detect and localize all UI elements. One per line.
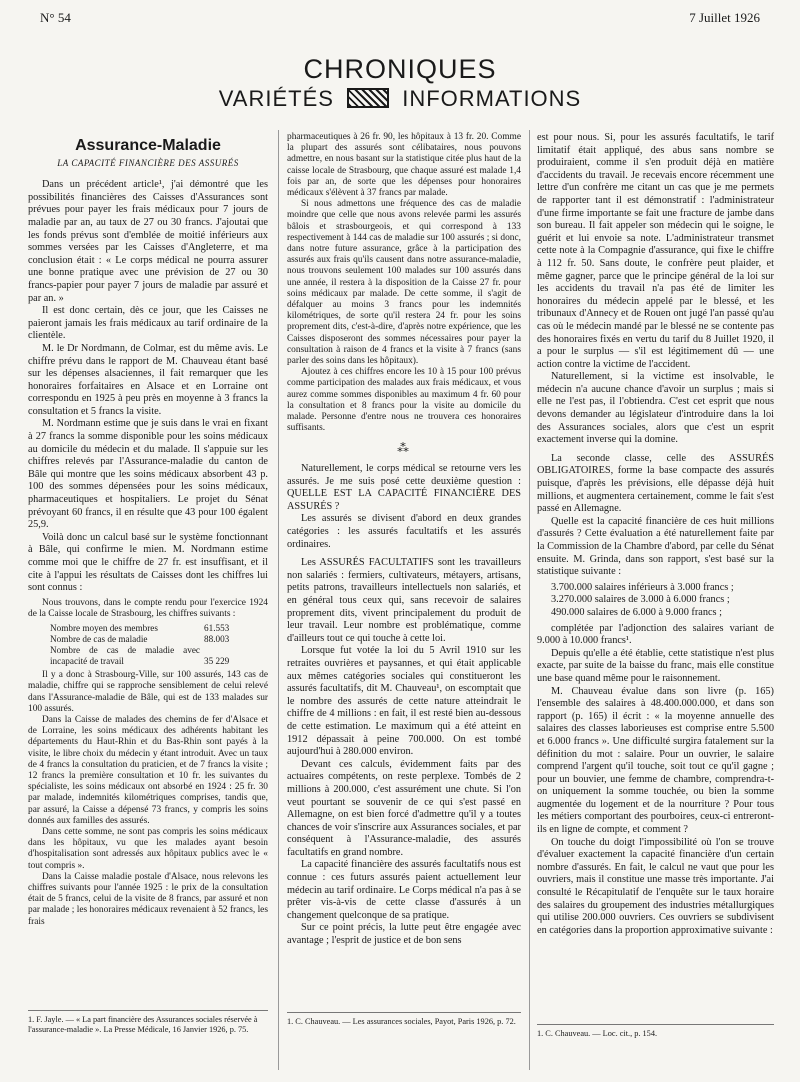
paragraph: Il est donc certain, dès ce jour, que les Caisses ne paieront jamais les frais médicaux au tarif ordinaire de la clientèle. xyxy=(28,305,268,342)
paragraph: pharmaceutiques à 26 fr. 90, les hôpitaux à 13 fr. 20. Comme la plupart des assurés sont célibataires, nous pouvons admettre, en nous basant sur la statistique citée plus haut de la caisse locale de Strasbourg, que chaque assuré est malade 1,4 fois par an, de sorte que les dépenses pour honoraires médicaux s'élèvent à 37 francs par malade. xyxy=(287,132,521,199)
table-cell: 88.003 xyxy=(204,634,230,645)
paragraph: M. le Dr Nordmann, de Colmar, est du même avis. Le chiffre prévu dans le rapport de M. Chauveau étant basé sur les dépenses alsaciennes, il fait remarquer que les honoraires forfaitaires en Alsace et en Lorraine ont correspondu en 1925 à peu près en moyenne à 3 francs la consultation et 5 francs la visite. xyxy=(28,342,268,417)
masthead-subtitle xyxy=(0,86,800,112)
list-item: 490.000 salaires de 6.000 à 9.000 francs ; xyxy=(551,606,722,618)
column-rule xyxy=(529,130,530,1070)
paragraph: Voilà donc un calcul basé sur le système fonctionnant à Bâle, qui confirme le mien. M. Nordmann estime comme moi que le chiffre de 27 fr. est insuffisant, et il cite à l'appui les résultats de Caisses dont les chiffres lui sont connus : xyxy=(28,531,268,594)
paragraph: Dans la Caisse de malades des chemins de fer d'Alsace et de Lorraine, les soins médicaux des adhérents habitant les départements du Haut-Rhin et du Bas-Rhin sont payés à la visite, le libre choix du médecin y étant introduit. Avec un taux de 4 francs la consultation du praticien, et de 7 francs la visite ; 12 francs la première consultation et 10 fr. les suivantes du spécialiste, les soins médicaux ont absorbé en 1924 : 25 fr. 30 par malade, indemnités kilométriques comprises, tandis que, par assuré, la Caisse a dépensé 73 francs, y compris les soins donnés aux familles des assurés. xyxy=(28,715,268,826)
paragraph: La capacité financière des assurés facultatifs nous est connue : ces futurs assurés paient actuellement leur médecin au tarif ordinaire. Le Corps médical n'a pas à se prêter vis-à-vis de cette classe d'assurés à un changement quelconque de sa pratique. xyxy=(287,859,521,921)
masthead xyxy=(0,54,800,112)
article-title: Assurance-Maladie xyxy=(75,137,221,154)
paragraph: Ajoutez à ces chiffres encore les 10 à 15 pour 100 prévus comme participation des malades aux frais médicaux, et vous aurez comme sommes disponibles au maximum 4 fr. 60 pour la consultation et 8 francs pour la visite au domicile du malade. Personne d'entre nous ne trouvera ces honoraires suffisants. xyxy=(287,367,521,434)
masthead-varietes: VARIÉTÉS xyxy=(218,86,334,111)
paragraph: Naturellement, le corps médical se retourne vers les assurés. Je me suis posé cette deuxième question : QUELLE EST LA CAPACITÉ FINANCIÈRE DES ASSURÉS ? xyxy=(287,463,521,512)
list-item: 3.270.000 salaires de 3.000 à 6.000 francs ; xyxy=(551,594,730,606)
issue-date: 7 Juillet 1926 xyxy=(689,10,760,25)
paragraph: Si nous admettons une fréquence des cas de maladie moindre que celle que nous avons relevée parmi les assurés bâlois et strasbourgeois, et qui correspond à 133 respectivement à 144 cas de maladie sur 100 assurés ; si donc, dans notre future assurance, grâce à la participation des assurés aux frais qu'ils causent dans notre assurance-maladie, nous trouvons seulement 100 malades sur 100 assurés dans une année, il restera à la disposition de la Caisse 27 fr. pour soins médicaux par malade. De cette somme, il s'agit de défalquer au moins 3 francs pour les indemnités kilométriques, de sorte qu'il restera 24 fr. pour les soins proprement dits, c'est-à-dire, d'après notre expérience, que les Caisses disposeront des sommes nécessaires pour payer la consultation à raison de 4 francs et la visite à 7 francs (sans parler des soins dans les hôpitaux). xyxy=(287,199,521,367)
table-row xyxy=(48,634,231,645)
salary-list xyxy=(551,582,774,620)
paragraph: Depuis qu'elle a été établie, cette statistique n'est plus exacte, par suite de la baisse du franc, mais elle constitue une base quand même pour le raisonnement. xyxy=(537,647,774,684)
paragraph: est pour nous. Si, pour les assurés facultatifs, le tarif limitatif était appliqué, des abus sans nombre se produiraient, comme il s'en produit déjà en matière d'accidents du travail. Je recevais encore récemment une lettre d'un confrère me citant un cas que je me permets de rapporter tant il est démonstratif : l'administrateur d'une firme importante se fait une fracture de jambe dans son bureau. Il fait appeler son médecin qui le soigne, le guérit et lui envoie sa note. L'administrateur transmet cette note à la Compagnie d'assurance, qui fixe le chiffre à 112 fr. 50. Sans doute, le confrère peut plaider, et même gagner, parce que le principe général de la loi sur les accidents du travail n'a pas été de limiter les honoraires du médecin appelé par le blessé, et les tribunaux d'Annecy et de Rouen ont jugé l'an passé qu'au cas où le médecin mandé par le blessé ne se contente pas des honoraires fixés en vertu du tarif du 8 Juillet 1920, il a pour le surplus — s'il est légitimement dû — une action contre la victime de l'accident. xyxy=(537,132,774,370)
footnote: 1. F. Jayle. — « La part financière des Assurances sociales réservée à l'assurance-maladie ». La Presse Médicale, 16 Janvier 1926, p. 75. xyxy=(28,1010,268,1035)
article-subtitle: LA CAPACITÉ FINANCIÈRE DES ASSURÉS xyxy=(57,157,239,168)
paragraph: Dans un précédent article¹, j'ai démontré que les possibilités financières des Caisses d'Assurances sont prévues pour payer les frais médicaux pour 7 jours de maladie par an, au taux de 27 ou 30 francs. J'ajoutai que les fonds prévus sont d'emblée de moitié inférieurs aux sommes versées par les Caisses d'Angleterre, et ma conclusion était : « Le corps médical ne pourra assurer une bonne pratique avec une prévision de 27 ou 30 francs-papier pour payer 7 jours de maladie par assuré et par an. » xyxy=(28,179,268,304)
table-cell: 35 229 xyxy=(204,656,230,667)
stats-table xyxy=(48,623,231,667)
table-cell: Nombre de cas de maladie avec incapacité de travail xyxy=(50,645,200,667)
section-separator: ⁂ xyxy=(397,441,411,456)
masthead-informations: INFORMATIONS xyxy=(402,86,582,111)
paragraph: Devant ces calculs, évidemment faits par des actuaires compétents, on reste perplexe. Tombés de 2 millions à 200.000, c'est assurément une chute. Si l'on veut pourtant se souvenir de ce qui s'est passé en Allemagne, on est bien forcé d'admettre qu'il y a toutes chances de voir s'inscrire aux Assurances sociales, et par conséquent à l'Assurance-maladie, des assurés facultatifs en grand nombre. xyxy=(287,758,521,858)
paragraph: Les ASSURÉS FACULTATIFS sont les travailleurs non salariés : fermiers, cultivateurs, métayers, artisans, petits patrons, travailleurs intellectuels non salariés, et en général tous ceux qui, sans recevoir de salaires proprement dits, vivent principalement du produit de leur travail. Leur nombre est problématique, comme d'ailleurs tout ce qui touche à cette loi. xyxy=(287,557,521,644)
masthead-title: CHRONIQUES xyxy=(303,54,497,84)
paragraph: Lorsque fut votée la loi du 5 Avril 1910 sur les retraites ouvrières et paysannes, et qui était applicable aux mêmes catégories sociales qui constitueront les assurés facultatifs, dit M. Chauveau¹, on escomptait que le nombre des assurés de cette nature atteindrait le chiffre de 4 millions : en fait, il est resté bien au-dessous de cette estimation. Le maximum qui a été atteint en 1912 dépassait à peine 700.000. On est tombé aujourd'hui à 280.000 environ. xyxy=(287,645,521,758)
paragraph: M. Nordmann estime que je suis dans le vrai en fixant à 27 francs la somme disponible pour les soins médicaux au domicile du médecin et du malade. Il s'appuie sur les chiffres relevés par l'Assurance-maladie du canton de Bâle qui montre que les soins médicaux absorbent 43 p. 100 des sommes dépensées pour les soins médicaux, pharmaceutiques et hospitaliers. Le projet du Sénat prévoyant 60 francs, il en résulte que 43 pour 100 égalent 25,9. xyxy=(28,418,268,531)
paragraph: Il y a donc à Strasbourg-Ville, sur 100 assurés, 143 cas de maladie, chiffre qui se rapproche sensiblement de celui relevé dans l'Assurance-maladie de Bâle, qui est de 133 malades sur 100 assurés. xyxy=(28,670,268,714)
paragraph: On touche du doigt l'impossibilité où l'on se trouve d'évaluer exactement la capacité financière d'un certain nombre d'assurés. En fait, le calcul ne vaut que pour les ouvriers, mais il constitue une masse très importante. J'ai consulté le Récapitulatif de l'enquête sur le taux horaire des salaires du groupement des industries métallurgiques qui utilise 200.000 ouvriers. Ces ouvriers se subdivisent en catégories dans la proportion approximative suivante : xyxy=(537,836,774,936)
table-row xyxy=(48,645,231,667)
paragraph: Sur ce point précis, la lutte peut être engagée avec avantage ; l'esprit de justice et de bon sens xyxy=(287,922,521,947)
paragraph: Quelle est la capacité financière de ces huit millions d'assurés ? Cette évaluation a été naturellement faite par la Commission de la Chambre d'abord, par celle du Sénat ensuite. M. Grinda, dans son rapport, s'est basé sur la statistique suivante : xyxy=(537,515,774,578)
table-cell: 61.553 xyxy=(204,623,230,634)
column-2 xyxy=(287,132,521,948)
paragraph: La seconde classe, celle des ASSURÉS OBLIGATOIRES, forme la base compacte des assurés puisque, d'après les prévisions, elle dépasse déjà huit millions, et augmentera certainement, comme le fait s'est passé en Allemagne. xyxy=(537,452,774,515)
paragraph: Nous trouvons, dans le compte rendu pour l'exercice 1924 de la Caisse locale de Strasbourg, les chiffres suivants : xyxy=(28,597,268,619)
column-1 xyxy=(28,132,268,928)
paragraph: Dans cette somme, ne sont pas compris les soins médicaux dans les hôpitaux, vu que les malades ayant besoin d'hospitalisation sont adressés aux hôpitaux publics avec le « tout compris ». xyxy=(28,827,268,871)
ornament-icon xyxy=(347,88,389,108)
paragraph: Dans la Caisse maladie postale d'Alsace, nous relevons les chiffres suivants pour l'année 1925 : le prix de la consultation était de 5 francs, celui de la visite de 8 francs, par assuré et non par malade ; les honoraires médicaux revenaient à 52 francs, les frais xyxy=(28,871,268,927)
paragraph: Les assurés se divisent d'abord en deux grandes catégories : les assurés facultatifs et les assurés ordinaires. xyxy=(287,513,521,550)
page-header xyxy=(40,10,760,30)
paragraph: complétée par l'adjonction des salaires variant de 9.000 à 10.000 francs¹. xyxy=(537,622,774,647)
table-cell: Nombre moyen des membres xyxy=(50,623,158,634)
paragraph: Naturellement, si la victime est insolvable, le médecin n'a aucune chance d'avoir un surplus ; mais si elle ne l'est pas, il l'obtiendra. C'est cet esprit que nous devons demander au législateur d'introduire dans la loi des Assurances sociales, alors que c'est un esprit exactement inverse qui la domine. xyxy=(537,371,774,446)
column-3 xyxy=(537,132,774,937)
list-item: 3.700.000 salaires inférieurs à 3.000 francs ; xyxy=(551,581,734,593)
footnote: 1. C. Chauveau. — Loc. cit., p. 154. xyxy=(537,1024,774,1039)
table-cell: Nombre de cas de maladie xyxy=(50,634,148,645)
issue-number: N° 54 xyxy=(40,10,71,25)
paragraph: M. Chauveau évalue dans son livre (p. 165) l'ensemble des salaires à 48.400.000.000, et dans son rapport (p. 165) il écrit : « la moyenne annuelle des salaires des classes laborieuses est comprise entre 5.500 et 6.000 francs ». Une difficulté surgira fatalement sur la définition du mot : salaire. Pour un ouvrier, le salaire comprend l'argent qu'il touche, soit tout ce qu'il gagne ; pour un bouvier, une femme de chambre, comprendra-t-on uniquement la somme touchée, ou bien la somme augmentée du logement et de la nourriture ? Pour tous les métiers comportant des pourboires, ceux-ci entreront-ils en ligne de compte, et comment ? xyxy=(537,685,774,836)
footnote: 1. C. Chauveau. — Les assurances sociales, Payot, Paris 1926, p. 72. xyxy=(287,1012,521,1027)
column-rule xyxy=(278,130,279,1070)
table-row xyxy=(48,623,231,634)
